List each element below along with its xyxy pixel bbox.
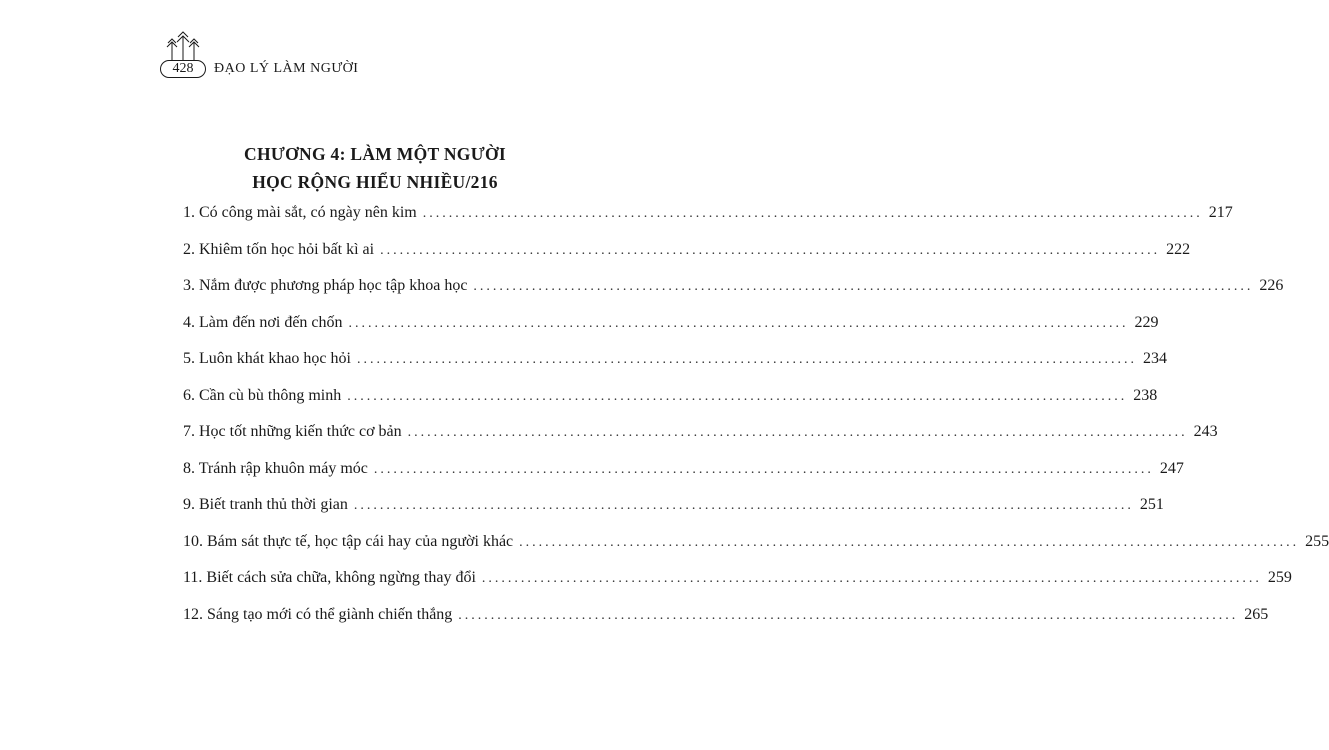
toc-entry — [183, 532, 1329, 570]
chapter-heading — [0, 140, 750, 196]
toc-entry-page: 226 — [1259, 277, 1284, 294]
toc-leader-dots: ........................................................................................................................ — [348, 315, 1129, 331]
toc-entry — [183, 496, 1164, 533]
page-number: 428 — [160, 60, 206, 78]
toc-leader-dots: ........................................................................................................................ — [356, 352, 1137, 367]
toc-leader-dots: ........................................................................................................................ — [473, 279, 1254, 294]
toc-leader-dots: ........................................................................................................................ — [407, 425, 1188, 440]
toc-entry-page: 229 — [1134, 313, 1159, 331]
toc-leader-dots: ........................................................................................................................ — [347, 388, 1128, 404]
toc-entry-label: 7. Học tốt những kiến thức cơ bản — [183, 423, 402, 440]
toc-entry-page: 259 — [1267, 569, 1292, 586]
toc-entry-label: 5. Luôn khát khao học hỏi — [183, 350, 351, 367]
toc-entry — [183, 277, 1284, 314]
running-title: ĐẠO LÝ LÀM NGƯỜI — [214, 61, 359, 76]
toc-entry-label: 10. Bám sát thực tế, học tập cái hay của người khác — [183, 532, 514, 550]
toc-entry — [183, 459, 1184, 497]
toc-entry-label: 9. Biết tranh thủ thời gian — [183, 496, 348, 513]
tree-ornament-icon — [160, 30, 206, 64]
toc-entry-label: 2. Khiêm tốn học hỏi bất kì ai — [183, 240, 375, 258]
toc-entry — [183, 386, 1158, 424]
toc-entry-page: 247 — [1159, 459, 1184, 477]
toc-entry-label: 12. Sáng tạo mới có thể giành chiến thắng — [183, 605, 453, 623]
table-of-contents — [183, 204, 1329, 642]
toc-entry-page: 234 — [1142, 350, 1167, 367]
toc-leader-dots: ........................................................................................................................ — [458, 607, 1239, 623]
toc-leader-dots: ........................................................................................................................ — [373, 461, 1154, 477]
toc-entry-page: 255 — [1305, 532, 1329, 550]
toc-entry — [183, 313, 1159, 351]
toc-entry — [183, 569, 1292, 606]
toc-entry-label: 4. Làm đến nơi đến chốn — [183, 313, 343, 331]
toc-entry-label: 8. Tránh rập khuôn máy móc — [183, 459, 368, 477]
toc-entry-page: 217 — [1208, 204, 1233, 221]
toc-entry-page: 251 — [1139, 496, 1164, 513]
toc-leader-dots: ........................................................................................................................ — [353, 498, 1134, 513]
toc-entry — [183, 350, 1167, 387]
toc-entry-label: 1. Có công mài sắt, có ngày nên kim — [183, 204, 417, 221]
toc-leader-dots: ........................................................................................................................ — [422, 206, 1203, 221]
toc-entry — [183, 204, 1233, 241]
chapter-title-line-1: CHƯƠNG 4: LÀM MỘT NGƯỜI — [244, 144, 506, 164]
toc-entry — [183, 605, 1269, 643]
toc-entry — [183, 423, 1218, 460]
toc-entry-page: 243 — [1193, 423, 1218, 440]
toc-entry-label: 3. Nắm được phương pháp học tập khoa học — [183, 277, 468, 294]
toc-entry-label: 6. Cần cù bù thông minh — [183, 386, 342, 404]
toc-entry-label: 11. Biết cách sửa chữa, không ngừng thay đổi — [183, 569, 476, 586]
toc-leader-dots: ........................................................................................................................ — [380, 242, 1161, 258]
toc-entry — [183, 240, 1191, 278]
toc-leader-dots: ........................................................................................................................ — [481, 571, 1262, 586]
page-header — [160, 30, 358, 78]
chapter-title-line-2: HỌC RỘNG HIỂU NHIỀU/216 — [252, 172, 498, 192]
toc-entry-page: 238 — [1133, 386, 1158, 404]
toc-entry-page: 222 — [1166, 240, 1191, 258]
toc-entry-page: 265 — [1244, 605, 1269, 623]
page-number-badge — [160, 30, 206, 78]
toc-leader-dots: ........................................................................................................................ — [519, 534, 1300, 550]
